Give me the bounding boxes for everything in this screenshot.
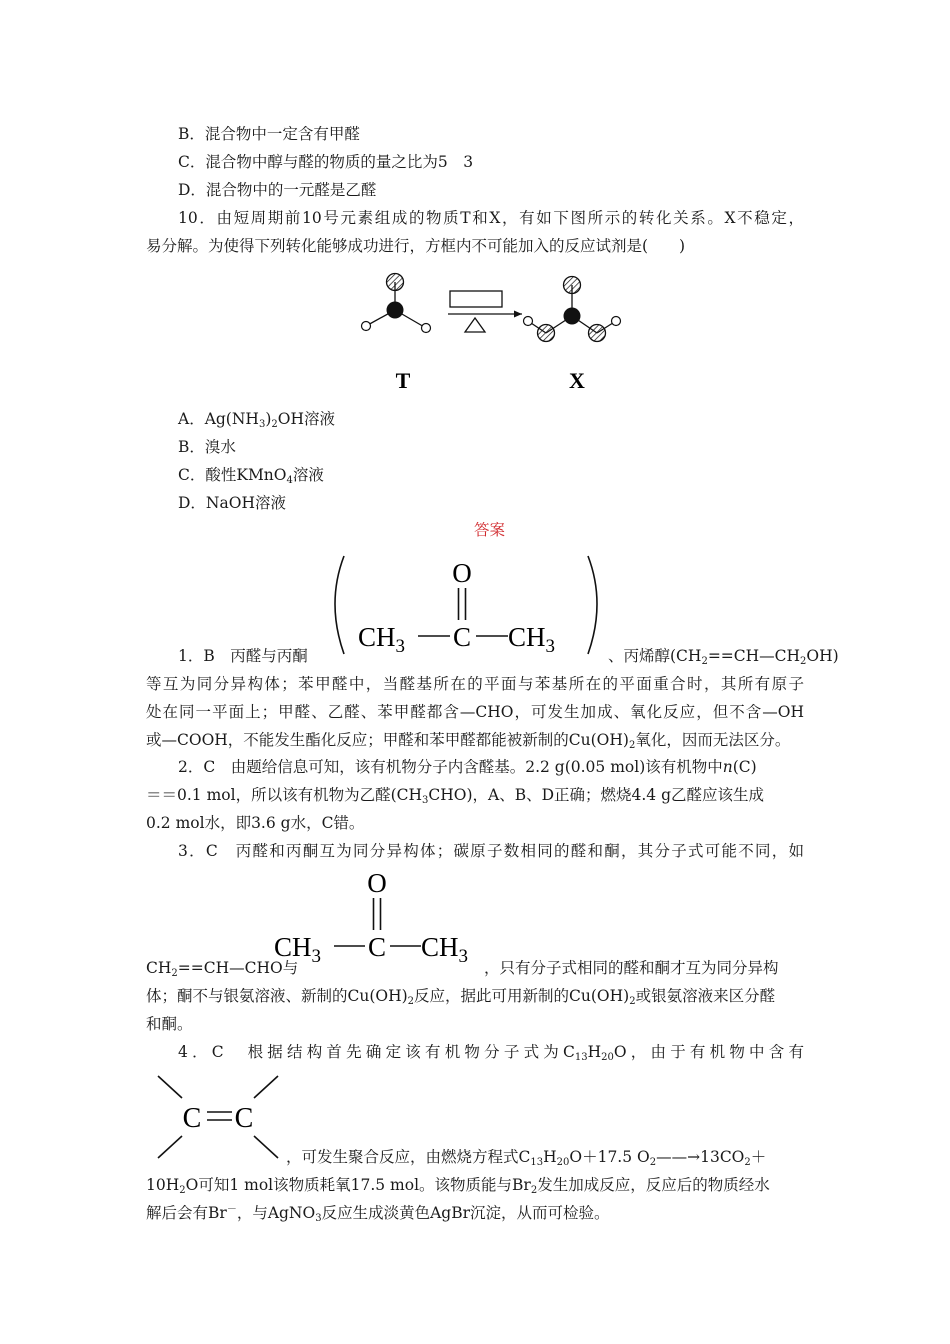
answer-heading: 答案 (474, 521, 506, 539)
svg-text:C: C (182, 1103, 202, 1134)
answer3-line1: 3．C 丙醛和丙酮互为同分异构体；碳原子数相同的醛和酮，其分子式可能不同，如 (178, 842, 804, 860)
svg-text:CH3: $CH_3$ (421, 932, 469, 967)
q10-option-d: D．NaOH溶液 (178, 494, 286, 512)
svg-text:C: C (452, 622, 472, 652)
answer1-suffix: 、丙烯醇$(CH_2==CH—CH_2OH)$ (608, 647, 839, 667)
q10-molecule-diagram (350, 262, 640, 397)
q10-option-a: A．$Ag(NH_3)_2OH$溶液 (178, 410, 335, 430)
cc-double-bond-structure (152, 1070, 284, 1166)
svg-text:O: O (452, 558, 472, 588)
acetone-structure-2 (272, 868, 482, 968)
answer4-line3: $10H_2O$可知1 mol该物质耗氧17.5 mol。该物质能与$Br_2$发生加成反应，反应后的物质经水 (146, 1176, 770, 1196)
svg-text:CH3: $CH_3$ (508, 622, 556, 657)
answer3-line4: 和酮。 (146, 1015, 193, 1033)
q9-option-b: B．混合物中一定含有甲醛 (178, 125, 360, 143)
answer3-line3: 体；酮不与银氨溶液、新制的$Cu(OH)_2$反应，据此可用新制的$Cu(OH)_2$或银氨溶液来区分醛 (146, 987, 776, 1007)
answer4-line4: 解后会有Br－，与AgNO$_3$反应生成淡黄色AgBr沉淀，从而可检验。 (146, 1204, 610, 1224)
label-x: X (569, 368, 585, 393)
molecule-t (362, 274, 431, 333)
answer2-line1: 2．C 由题给信息可知，该有机物分子内含醛基。2.2 g(0.05 mol)该有机物中n(C) (178, 758, 757, 776)
svg-text:C: C (234, 1103, 254, 1134)
svg-text:CH3: $CH_3$ (358, 622, 406, 657)
answer2-line3: 0.2 mol水，即3.6 g水，C错。 (146, 814, 365, 832)
svg-text:O: O (367, 868, 387, 898)
answer3-line2-pre: $CH_2==CH—CHO$与 (146, 959, 299, 979)
answer1-prefix: 1．B 丙醛与丙酮 (178, 647, 308, 665)
answer4-line2: ，可发生聚合反应，由燃烧方程式$C_{13}H_{20}O+17.5$ $O_2——\to 13CO_2+$ (286, 1148, 767, 1168)
answer1-line3: 处在同一平面上；甲醛、乙醛、苯甲醛都含—CHO，可发生加成、氧化反应，但不含—OH (146, 703, 804, 721)
q10-option-b: B．溴水 (178, 438, 236, 456)
answer4-line1: 4．C 根据结构首先确定该有机物分子式为$C_{13}H_{20}O$，由于有机物中含有 (178, 1043, 804, 1063)
molecule-x (524, 277, 621, 342)
q10-stem-line1: 10．由短周期前10号元素组成的物质T和X，有如下图所示的转化关系。X不稳定， (178, 209, 804, 227)
label-t: T (395, 368, 411, 393)
reaction-arrow (448, 291, 522, 332)
q9-option-c: C．混合物中醇与醛的物质的量之比为5 3 (178, 153, 474, 171)
q10-stem-line2: 易分解。为使得下列转化能够成功进行，方框内不可能加入的反应试剂是( ) (146, 237, 686, 255)
svg-text:C: C (367, 932, 387, 962)
svg-text:CH3: $CH_3$ (274, 932, 322, 967)
answer1-line2: 等互为同分异构体；苯甲醛中，当醛基所在的平面与苯基所在的平面重合时，其所有原子 (146, 675, 804, 693)
answer3-line2-post: ，只有分子式相同的醛和酮才互为同分异构 (484, 959, 779, 977)
answer2-line2: ＝＝0.1 mol，所以该有机物为乙醛$(CH_3CHO)$，A、B、D正确；燃烧4.4 g乙醛应该生成 (146, 786, 765, 806)
q9-option-d: D．混合物中的一元醛是乙醛 (178, 181, 377, 199)
acetone-structure-1 (322, 550, 610, 662)
q10-option-c: C．酸性KMnO$_4$溶液 (178, 466, 324, 486)
answer1-line4: 或—COOH，不能发生酯化反应；甲醛和苯甲醛都能被新制的$Cu(OH)_2$氧化，因而无法区分。 (146, 731, 791, 751)
